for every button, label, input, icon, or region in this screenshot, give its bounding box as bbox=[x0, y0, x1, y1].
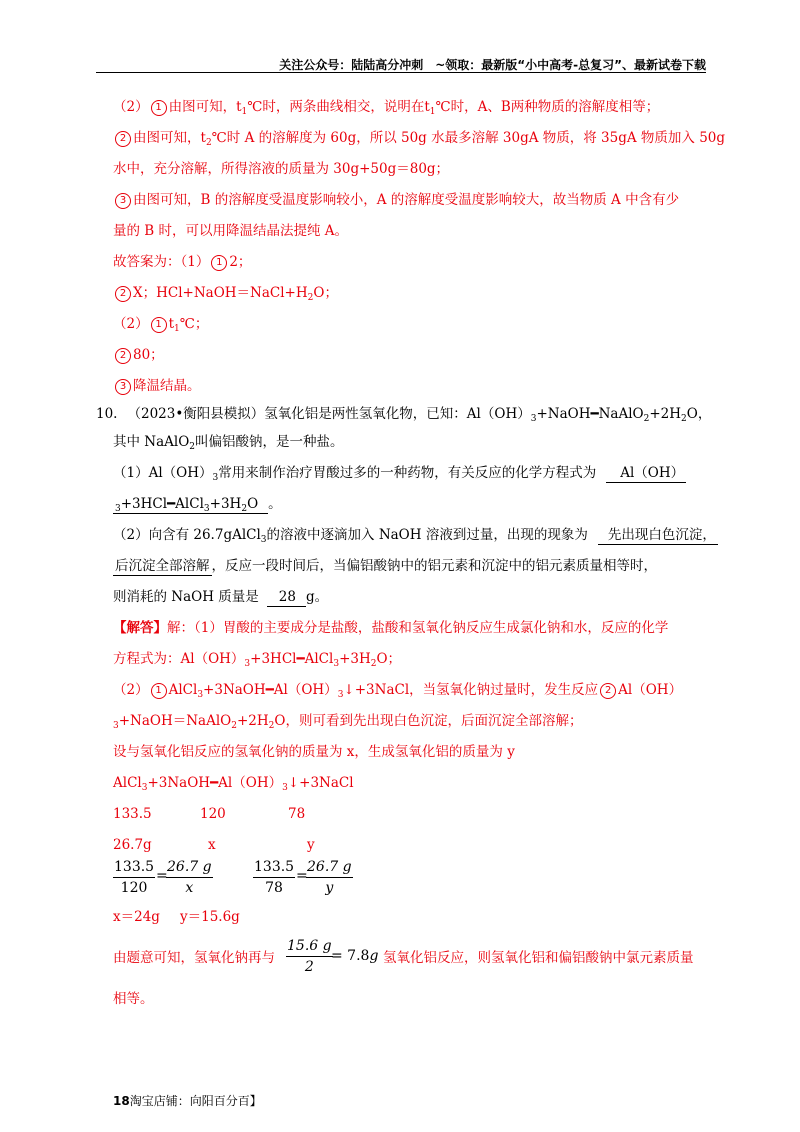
solution-line-6-a: 由题意可知，氢氧化钠再与 bbox=[113, 950, 275, 966]
unknown-y: y bbox=[307, 837, 315, 853]
circled-number: 1 bbox=[151, 683, 167, 699]
page-header: 关注公众号：陆陆高分冲刺 ~领取：最新版“小中高考-总复习”、最新试卷下载 bbox=[279, 58, 706, 72]
circled-number: 3 bbox=[115, 193, 131, 209]
circled-number: 2 bbox=[115, 348, 131, 364]
fraction-1-left: $\frac{133.5}{120}$ bbox=[114, 859, 155, 896]
header-rule bbox=[96, 72, 706, 73]
question-10-line-2: 其中 NaAlO$_2$叫偏铝酸钠，是一种盐。 bbox=[113, 434, 344, 452]
solution-line-5: 设与氢氧化铝反应的氢氧化钠的质量为 x，生成氢氧化铝的质量为 y bbox=[113, 744, 515, 760]
circled-number: 3 bbox=[115, 379, 131, 395]
solution-line-7: 相等。 bbox=[113, 991, 154, 1007]
result-x: x＝24g bbox=[113, 909, 160, 925]
reaction-equation: $AlCl_3+3NaOH━Al(OH)_3↓+3NaCl$ bbox=[113, 775, 354, 793]
prev-solution-line-4: 3 由图可知，B 的溶解度受温度影响较小，A 的溶解度受温度影响较大，故当物质 A 中含有少 bbox=[113, 191, 679, 209]
page-footer: 18淘宝店铺：向阳百分百】 bbox=[113, 1094, 262, 1108]
answer-line-1: 故答案为：（1） 1 2； bbox=[113, 254, 252, 270]
circled-number: 1 bbox=[151, 100, 167, 116]
result-y: y＝15.6g bbox=[180, 909, 240, 925]
question-number: 10. bbox=[96, 406, 118, 422]
solution-line-4: $_3+NaOH=NaAlO_2+2H_2O$，则可看到先出现白色沉淀，后面沉淀全部溶解； bbox=[113, 713, 583, 731]
fraction-2-left: $\frac{133.5}{78}$ bbox=[254, 859, 295, 896]
solution-line-3: （2） 1 $AlCl_3+3NaOH━Al(OH)_3↓+3NaCl$，当氢氧化钠过量时，发生反应 2 Al（OH） bbox=[113, 682, 683, 700]
answer-blank: $_3+3HCl━AlCl_3+3H_2O$ bbox=[113, 496, 268, 514]
question-10-part-2-line-1: （2）向含有 26.7gAlCl$_3$的溶液中逐滴加入 NaOH 溶液到过量，出现的现象为 先出现白色沉淀， bbox=[113, 527, 716, 545]
circled-number: 2 bbox=[115, 131, 131, 147]
answer-line-5: 3 降温结晶。 bbox=[113, 377, 201, 395]
fraction-half-mass: $\frac{15.6 g}{2}$ bbox=[287, 938, 332, 975]
answer-line-4: 2 80； bbox=[113, 346, 164, 364]
solution-line-1: 【解答】解：（1）胃酸的主要成分是盐酸，盐酸和氢氧化钠反应生成氯化钠和水，反应的化学 bbox=[113, 620, 669, 636]
circled-number: 2 bbox=[115, 286, 131, 302]
answer-line-3: （2） 1 $t_1℃$； bbox=[113, 316, 209, 334]
equals-sign: = bbox=[156, 868, 168, 884]
prev-solution-line-2: 2 由图可知，$t_2℃$时 A 的溶解度为 60g，所以 50g 水最多溶解 30gA 物质，将 35gA 物质加入 50g bbox=[113, 129, 725, 147]
result-value: = 7.8g bbox=[331, 948, 379, 964]
solution-line-2: 方程式为：$Al(OH)_3+3HCl━AlCl_3+3H_2O$； bbox=[113, 651, 402, 669]
page-number: 18 bbox=[113, 1094, 130, 1108]
circled-number: 2 bbox=[600, 683, 616, 699]
unknown-x: x bbox=[208, 837, 216, 853]
answer-blank: 28 bbox=[267, 589, 306, 607]
answer-blank: Al（OH） bbox=[606, 465, 686, 483]
question-10-part-2-line-2: 后沉淀全部溶解 ，反应一段时间后，当偏铝酸钠中的铝元素和沉淀中的铝元素质量相等时， bbox=[115, 558, 657, 574]
question-10-part-1-answer: $_3+3HCl━AlCl_3+3H_2O$ 。 bbox=[115, 496, 282, 514]
prev-solution-line-5: 量的 B 时，可以用降温结晶法提纯 A。 bbox=[113, 223, 349, 239]
question-10-part-2-line-3: 则消耗的 NaOH 质量是 28 g。 bbox=[113, 589, 329, 605]
molar-mass-aloh3: 78 bbox=[288, 806, 306, 822]
prev-solution-line-1: （2） 1 由图可知，$t_1℃$时，两条曲线相交，说明在$t_1℃$时，A、B两种物质的溶解度相等； bbox=[113, 99, 660, 117]
answer-blank: 后沉淀全部溶解 bbox=[115, 558, 210, 574]
answer-blank: 先出现白色沉淀， bbox=[598, 527, 718, 545]
fraction-1-right: $\frac{26.7 g}{x}$ bbox=[167, 859, 212, 896]
molar-mass-naoh: 120 bbox=[200, 806, 226, 822]
prev-solution-line-3: 水中，充分溶解，所得溶液的质量为 30g+50g＝80g； bbox=[113, 161, 450, 177]
answer-line-2: 2 X；$HCl+NaOH=NaCl+H_2O$； bbox=[113, 284, 338, 302]
given-mass: 26.7g bbox=[113, 837, 152, 853]
fraction-2-right: $\frac{26.7 g}{y}$ bbox=[307, 859, 352, 896]
question-10-line-1: 10. （2023•衡阳县模拟）氢氧化铝是两性氢氧化物，已知：$Al(OH)_3+NaOH━NaAlO_2+2H_2O$， bbox=[96, 406, 712, 424]
solution-line-6-b: 氢氧化铝反应，则氢氧化铝和偏铝酸钠中氯元素质量 bbox=[383, 950, 694, 966]
question-10-part-1: $(1)Al(OH)_3$常用来制作治疗胃酸过多的一种药物，有关反应的化学方程式为 Al（OH） bbox=[113, 465, 685, 483]
solution-tag: 【解答】 bbox=[113, 620, 167, 636]
circled-number: 1 bbox=[151, 317, 167, 333]
molar-mass-alcl3: 133.5 bbox=[113, 806, 152, 822]
circled-number: 1 bbox=[211, 255, 227, 271]
equals-sign: = bbox=[296, 868, 308, 884]
